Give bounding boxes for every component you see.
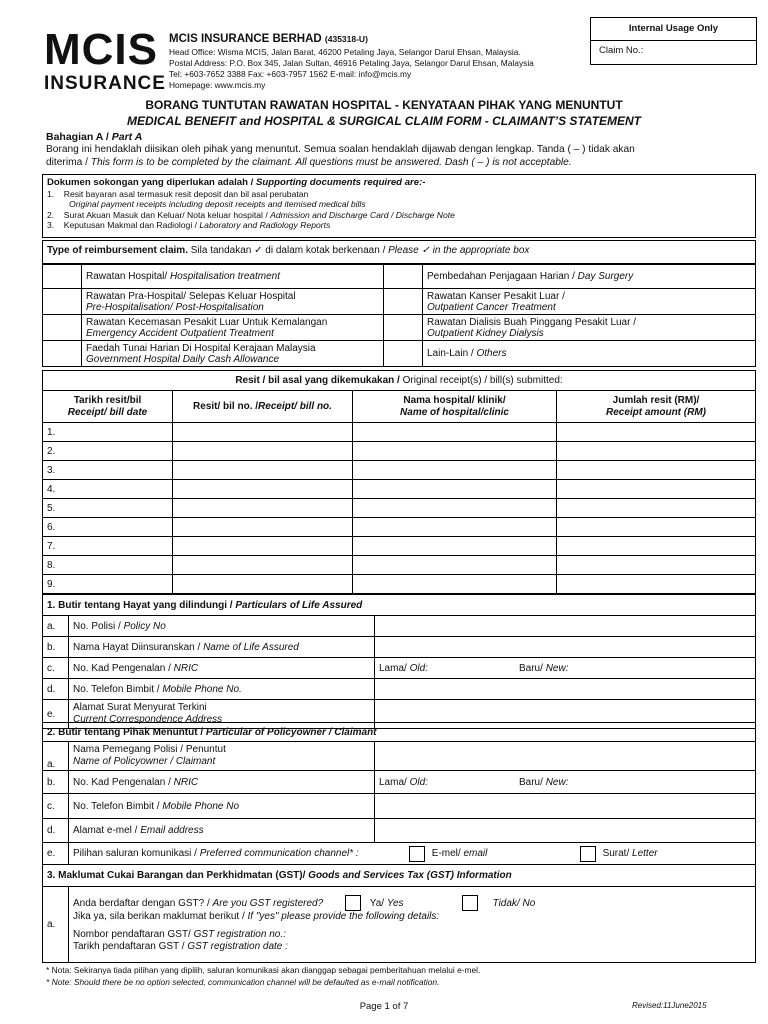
amount-cell[interactable] bbox=[557, 423, 756, 442]
hospital-cell[interactable] bbox=[353, 461, 557, 480]
company-info bbox=[169, 32, 534, 91]
table-row[interactable]: 7. bbox=[43, 537, 173, 556]
receipt-no-cell[interactable] bbox=[173, 480, 353, 499]
mobile-phone-field[interactable] bbox=[375, 679, 756, 700]
option-hospitalisation: Rawatan Hospital/ Hospitalisation treatment bbox=[82, 265, 384, 289]
table-row[interactable]: 6. bbox=[43, 518, 173, 537]
row-letter: a. bbox=[43, 742, 69, 771]
label-policyowner-name: Nama Pemegang Polisi / Penuntut Name of Policyowner / Claimant bbox=[69, 742, 375, 771]
receipt-no-cell[interactable] bbox=[173, 556, 353, 575]
nric-field[interactable]: Lama/ Old: Baru/ New: bbox=[375, 658, 756, 679]
table-row[interactable]: 8. bbox=[43, 556, 173, 575]
section-policyowner bbox=[42, 722, 756, 865]
reimbursement-options bbox=[42, 264, 756, 367]
page-number: Page 1 of 7 bbox=[359, 1001, 409, 1012]
label-claimant-nric: No. Kad Pengenalan / NRIC bbox=[69, 771, 375, 794]
hospital-cell[interactable] bbox=[353, 575, 557, 594]
receipt-no-cell[interactable] bbox=[173, 499, 353, 518]
row-letter: a. bbox=[43, 616, 69, 637]
gst-no-checkbox[interactable] bbox=[462, 895, 478, 911]
company-name: MCIS INSURANCE BERHAD (435318-U) bbox=[169, 33, 368, 45]
claimant-nric-field[interactable]: Lama/ Old: Baru/ New: bbox=[375, 771, 756, 794]
section2-heading: 2. Butir tentang Pihak Menuntut / Particular of Policyowner / Claimant bbox=[43, 723, 756, 742]
hospital-cell[interactable] bbox=[353, 442, 557, 461]
label-nric: No. Kad Pengenalan / NRIC bbox=[69, 658, 375, 679]
option-emergency-accident: Rawatan Kecemasan Pesakit Luar Untuk Kemalangan Emergency Accident Outpatient Treatment bbox=[82, 315, 384, 341]
contact-line: Tel: +603-7652 3388 Fax: +603-7957 1562 E-mail: info@mcis.my bbox=[169, 69, 412, 79]
row-letter: e. bbox=[43, 843, 69, 865]
label-email-address: Alamat e-mel / Email address bbox=[69, 819, 375, 843]
option-government-cash: Faedah Tunai Harian Di Hospital Kerajaan Malaysia Government Hospital Daily Cash Allowance bbox=[82, 341, 384, 367]
label-policy-no: No. Polisi / Policy No bbox=[69, 616, 375, 637]
col-receipt-amount: Jumlah resit (RM)/ Receipt amount (RM) bbox=[557, 391, 756, 423]
document-item-1: 1. Resit bayaran asal termasuk resit deposit dan bil asal perubatan bbox=[47, 188, 309, 199]
supporting-documents-box: Dokumen sokongan yang diperlukan adalah / Supporting documents required are:- 1. Resit bayaran asal termasuk resit deposit dan bil asal perubatan Original payment receipts including deposit receipts and itemised medical bills 2. Surat Akuan Masuk dan Keluar/ Nota keluar hospital / Admission and Discharge Card / Discharge Note 3. Keputusan Makmal dan Radiologi / Laboratory and Radiology Reports bbox=[42, 174, 756, 238]
row-letter: a. bbox=[43, 887, 69, 963]
option-day-surgery: Pembedahan Penjagaan Harian / Day Surgery bbox=[423, 265, 756, 289]
amount-cell[interactable] bbox=[557, 575, 756, 594]
checkbox-pre-post-hospitalisation[interactable] bbox=[43, 289, 82, 315]
option-pre-post-hospitalisation: Rawatan Pra-Hospital/ Selepas Keluar Hospital Pre-Hospitalisation/ Post-Hospitalisation bbox=[82, 289, 384, 315]
policyowner-name-field[interactable] bbox=[375, 742, 756, 771]
claimant-mobile-field[interactable] bbox=[375, 794, 756, 819]
gst-details: Anda berdaftar dengan GST? / Are you GST registered? Ya/ Yes Tidak/ No Jika ya, sila berikan maklumat berikut / If "yes" please provide the following details: Nombor pendaftaran GST/ GST registration no.: Tarikh pendaftaran GST / GST registration date : bbox=[69, 887, 756, 963]
communication-channel: Pilihan saluran komunikasi / Preferred communication channel* : E-mel/ email Surat/ Letter bbox=[69, 843, 756, 865]
checkbox-kidney-dialysis[interactable] bbox=[384, 315, 423, 341]
receipt-no-cell[interactable] bbox=[173, 518, 353, 537]
internal-usage-title: Internal Usage Only bbox=[591, 18, 756, 41]
gst-reg-date[interactable]: Tarikh pendaftaran GST / GST registration date : bbox=[73, 941, 288, 953]
amount-cell[interactable] bbox=[557, 480, 756, 499]
checkbox-emergency-accident[interactable] bbox=[43, 315, 82, 341]
receipt-no-cell[interactable] bbox=[173, 537, 353, 556]
form-title-english: MEDICAL BENEFIT and HOSPITAL & SURGICAL CLAIM FORM - CLAIMANT’S STATEMENT bbox=[127, 114, 641, 128]
hospital-cell[interactable] bbox=[353, 537, 557, 556]
table-row[interactable]: 4. bbox=[43, 480, 173, 499]
policy-no-field[interactable] bbox=[375, 616, 756, 637]
checkbox-day-surgery[interactable] bbox=[384, 265, 423, 289]
receipts-table bbox=[42, 370, 756, 594]
revised-date: Revised:11June2015 bbox=[632, 1001, 707, 1010]
label-correspondence-address: Alamat Surat Menyurat Terkini Current Correspondence Address bbox=[69, 700, 375, 729]
gst-reg-no[interactable]: Nombor pendaftaran GST/ GST registration no.: bbox=[73, 928, 286, 940]
table-row[interactable]: 2. bbox=[43, 442, 173, 461]
head-office: Head Office: Wisma MCIS, Jalan Barat, 46200 Petaling Jaya, Selangor Darul Ehsan, Malaysia. bbox=[169, 47, 521, 57]
amount-cell[interactable] bbox=[557, 537, 756, 556]
amount-cell[interactable] bbox=[557, 556, 756, 575]
logo-subtext: INSURANCE bbox=[44, 73, 166, 94]
table-row[interactable]: 5. bbox=[43, 499, 173, 518]
hospital-cell[interactable] bbox=[353, 499, 557, 518]
table-row[interactable]: 3. bbox=[43, 461, 173, 480]
life-assured-name-field[interactable] bbox=[375, 637, 756, 658]
gst-yes-checkbox[interactable] bbox=[345, 895, 361, 911]
row-letter: c. bbox=[43, 794, 69, 819]
checkbox-government-cash[interactable] bbox=[43, 341, 82, 367]
section-life-assured bbox=[42, 594, 756, 729]
document-item-3: 3. Keputusan Makmal dan Radiologi / Laboratory and Radiology Reports bbox=[47, 220, 331, 230]
option-others: Lain-Lain / Others bbox=[423, 341, 756, 367]
claim-no-field[interactable]: Claim No.: bbox=[599, 45, 644, 56]
row-letter: c. bbox=[43, 658, 69, 679]
label-mobile-phone: No. Telefon Bimbit / Mobile Phone No. bbox=[69, 679, 375, 700]
row-letter: b. bbox=[43, 637, 69, 658]
col-receipt-date: Tarikh resit/bil Receipt/ bill date bbox=[43, 391, 173, 423]
section3-heading: 3. Maklumat Cukai Barangan dan Perkhidmatan (GST)/ Goods and Services Tax (GST) Information bbox=[43, 865, 756, 887]
email-checkbox[interactable] bbox=[409, 846, 425, 862]
table-row[interactable]: 9. bbox=[43, 575, 173, 594]
receipt-no-cell[interactable] bbox=[173, 461, 353, 480]
logo-text: MCIS bbox=[44, 25, 158, 74]
amount-cell[interactable] bbox=[557, 442, 756, 461]
amount-cell[interactable] bbox=[557, 461, 756, 480]
option-outpatient-cancer: Rawatan Kanser Pesakit Luar / Outpatient Cancer Treatment bbox=[423, 289, 756, 315]
receipts-heading: Resit / bil asal yang dikemukakan / Original receipt(s) / bill(s) submitted: bbox=[43, 371, 756, 391]
row-letter: d. bbox=[43, 679, 69, 700]
hospital-cell[interactable] bbox=[353, 480, 557, 499]
checkbox-outpatient-cancer[interactable] bbox=[384, 289, 423, 315]
internal-usage-box bbox=[590, 17, 757, 65]
row-letter: d. bbox=[43, 819, 69, 843]
footnote: * Nota: Sekiranya tiada pilihan yang dipilih, saluran komunikasi akan dianggap sebagai pemberitahuan melalui e-mel. * Note: Should there be no option selected, communication channel will be defaulted as e-mail notification. bbox=[46, 965, 481, 987]
label-life-assured-name: Nama Hayat Diinsuranskan / Name of Life Assured bbox=[69, 637, 375, 658]
part-a-label: Bahagian A / Part A bbox=[46, 131, 143, 143]
hospital-cell[interactable] bbox=[353, 518, 557, 537]
letter-checkbox[interactable] bbox=[580, 846, 596, 862]
homepage: Homepage: www.mcis.my bbox=[169, 80, 266, 90]
label-claimant-mobile: No. Telefon Bimbit / Mobile Phone No bbox=[69, 794, 375, 819]
intro-text: Borang ini hendaklah diisikan oleh pihak yang menuntut. Semua soalan hendaklah dijawab dengan lengkap. Tanda ( – ) tidak akan diterima / This form is to be completed by the claimant. All questions must be answered. Dash ( – ) is not acceptable. bbox=[46, 144, 635, 168]
checkbox-others[interactable] bbox=[384, 341, 423, 367]
reimbursement-heading: Type of reimbursement claim. Sila tandakan ✓ di dalam kotak berkenaan / Please ✓ in the appropriate box bbox=[42, 240, 756, 264]
col-receipt-no: Resit/ bil no. /Receipt/ bill no. bbox=[173, 391, 353, 423]
postal-address: Postal Address: P.O. Box 345, Jalan Sultan, 46916 Petaling Jaya, Selangor Darul Ehsan, Malaysia bbox=[169, 58, 534, 68]
gst-if-yes: Jika ya, sila berikan maklumat berikut / If "yes" please provide the following details: bbox=[73, 911, 440, 923]
table-row[interactable]: 1. bbox=[43, 423, 173, 442]
option-kidney-dialysis: Rawatan Dialisis Buah Pinggang Pesakit Luar / Outpatient Kidney Dialysis bbox=[423, 315, 756, 341]
row-letter: b. bbox=[43, 771, 69, 794]
amount-cell[interactable] bbox=[557, 499, 756, 518]
document-item-2: 2. Surat Akuan Masuk dan Keluar/ Nota keluar hospital / Admission and Discharge Card / Discharge Note bbox=[47, 209, 455, 220]
section-gst bbox=[42, 864, 756, 963]
receipt-no-cell[interactable] bbox=[173, 575, 353, 594]
hospital-cell[interactable] bbox=[353, 556, 557, 575]
amount-cell[interactable] bbox=[557, 518, 756, 537]
hospital-cell[interactable] bbox=[353, 423, 557, 442]
section1-heading: 1. Butir tentang Hayat yang dilindungi / Particulars of Life Assured bbox=[43, 595, 756, 616]
receipt-no-cell[interactable] bbox=[173, 442, 353, 461]
mcis-logo bbox=[44, 25, 166, 94]
checkbox-hospitalisation[interactable] bbox=[43, 265, 82, 289]
receipt-no-cell[interactable] bbox=[173, 423, 353, 442]
row-letter: e. bbox=[43, 700, 69, 729]
col-hospital-name: Nama hospital/ klinik/ Name of hospital/clinic bbox=[353, 391, 557, 423]
email-address-field[interactable] bbox=[375, 819, 756, 843]
form-title-malay: BORANG TUNTUTAN RAWATAN HOSPITAL - KENYATAAN PIHAK YANG MENUNTUT bbox=[145, 98, 623, 112]
documents-heading: Dokumen sokongan yang diperlukan adalah / Supporting documents required are:- bbox=[47, 177, 426, 188]
